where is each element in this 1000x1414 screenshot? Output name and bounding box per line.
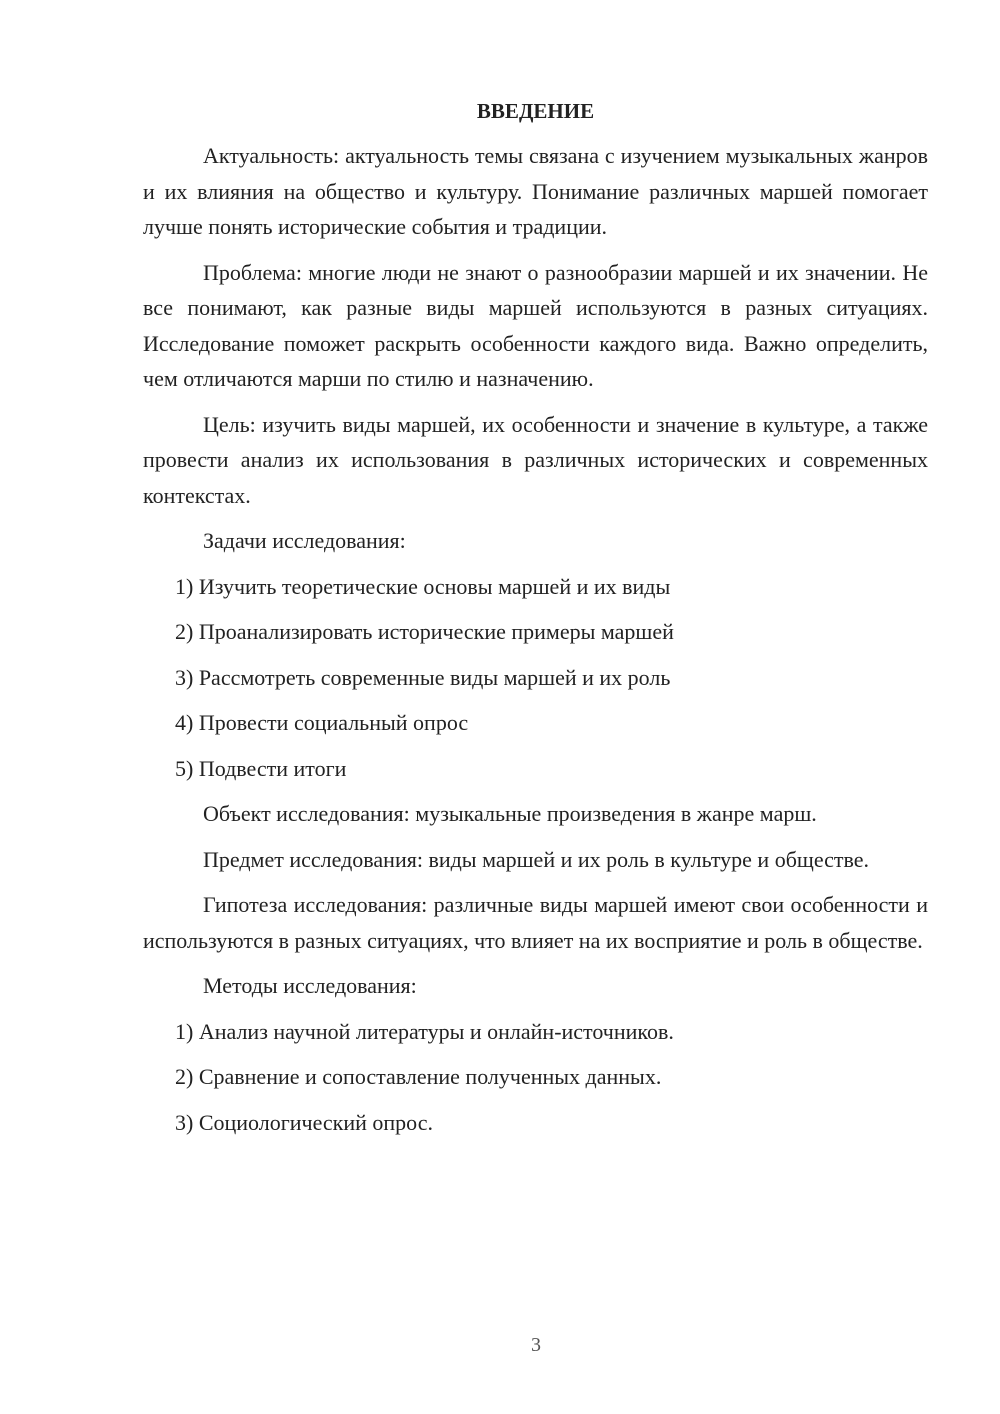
relevance-paragraph: Актуальность: актуальность темы связана с изучением музыкальных жанров и их влияния на общество и культуру. Понимание различных маршей помогает лучше понять исторические события и традиции.: [143, 143, 928, 239]
section-title: ВВЕДЕНИЕ: [476, 99, 595, 123]
page-content: [143, 96, 928, 1150]
subject-paragraph: Предмет исследования: виды маршей и их роль в культуре и обществе.: [203, 846, 870, 872]
list-item: 3) Социологический опрос.: [175, 1109, 433, 1135]
methods-heading: Методы исследования:: [203, 973, 417, 998]
list-item: 5) Подвести итоги: [175, 755, 347, 781]
methods-list: [143, 1014, 928, 1141]
page-number: 3: [531, 1334, 541, 1356]
list-item: 2) Проанализировать исторические примеры маршей: [175, 619, 674, 644]
list-item: 2) Сравнение и сопоставление полученных данных.: [175, 1064, 662, 1089]
tasks-list: [143, 569, 928, 787]
list-item: 1) Анализ научной литературы и онлайн-источников.: [175, 1018, 674, 1044]
list-item: 4) Провести социальный опрос: [175, 710, 469, 735]
list-item: 3) Рассмотреть современные виды маршей и их роль: [175, 664, 671, 690]
tasks-heading: Задачи исследования:: [203, 528, 406, 553]
object-paragraph: Объект исследования: музыкальные произведения в жанре марш.: [203, 801, 817, 826]
list-item: 1) Изучить теоретические основы маршей и их виды: [175, 573, 671, 599]
goal-paragraph: Цель: изучить виды маршей, их особенности и значение в культуре, а также провести анализ их использования в различных исторических и современных контекстах.: [143, 411, 928, 508]
problem-paragraph: Проблема: многие люди не знают о разнообразии маршей и их значении. Не все понимают, как разные виды маршей используются в разных ситуациях. Исследование поможет раскрыть особенности каждого вида. Важно определить, чем отличаются марши по стилю и назначению.: [143, 259, 928, 391]
hypothesis-paragraph: Гипотеза исследования: различные виды маршей имеют свои особенности и используются в разных ситуациях, что влияет на их восприятие и роль в обществе.: [143, 892, 928, 953]
